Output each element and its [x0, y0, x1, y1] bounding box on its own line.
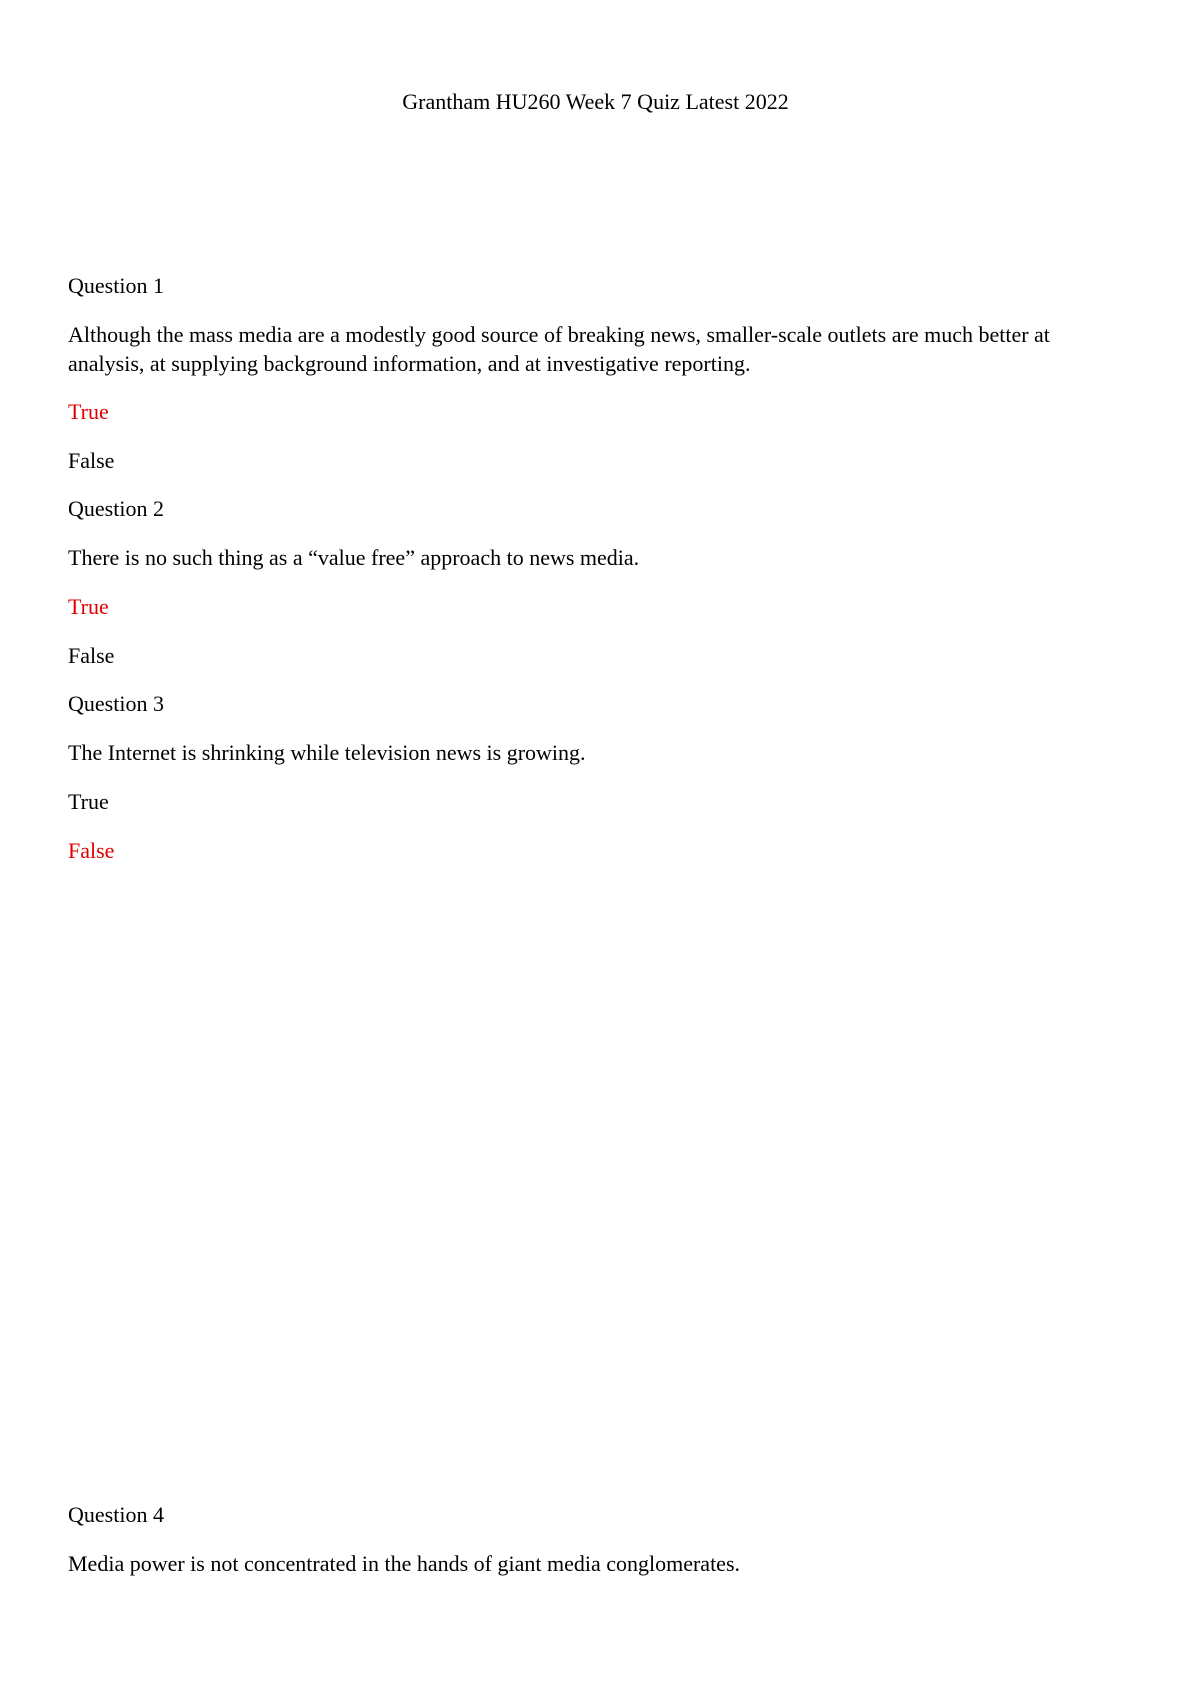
- question-3-label: Question 3: [68, 691, 164, 716]
- question-4-label: Question 4: [68, 1502, 164, 1527]
- question-3-option-true: True: [68, 789, 109, 814]
- question-2-option-false: False: [68, 643, 115, 668]
- question-2-text: There is no such thing as a “value free” approach to news media.: [68, 545, 640, 570]
- question-1-text: Although the mass media are a modestly good source of breaking news, smaller-scale outlets are much better at analysis, at supplying background information, and at investigative reporting.: [68, 322, 1050, 376]
- question-3-text: The Internet is shrinking while television news is growing.: [68, 740, 586, 765]
- question-1-option-true: True: [68, 399, 109, 424]
- document-title: Grantham HU260 Week 7 Quiz Latest 2022: [402, 89, 789, 114]
- question-2-label: Question 2: [68, 496, 164, 521]
- question-4-text: Media power is not concentrated in the hands of giant media conglomerates.: [68, 1551, 741, 1576]
- question-1-label: Question 1: [68, 273, 164, 298]
- question-1-option-false: False: [68, 448, 115, 473]
- question-2-option-true: True: [68, 594, 109, 619]
- question-3-option-false: False: [68, 838, 115, 863]
